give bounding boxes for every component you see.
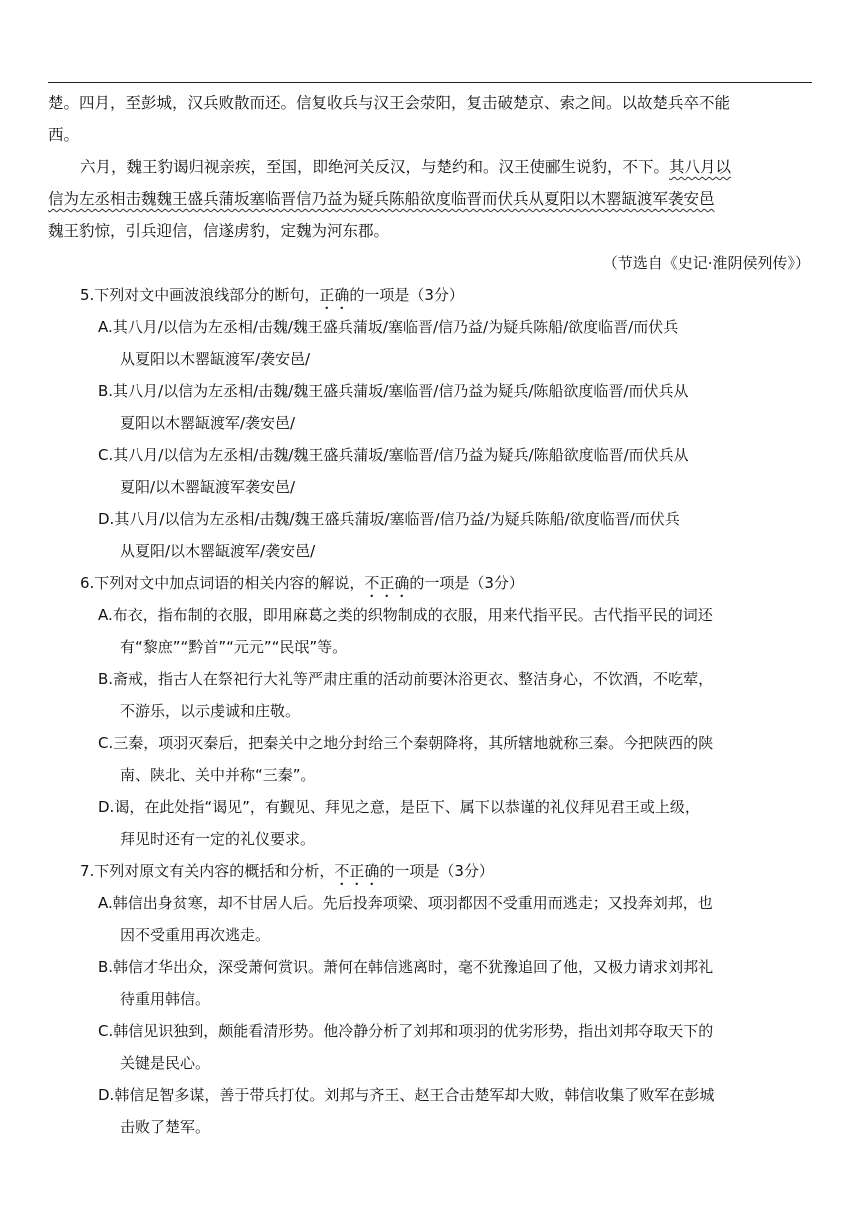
passage-line-4 (48, 189, 715, 209)
q5-option-a-line-1: A.其八月/以信为左丞相/击魏/魏王盛兵蒲坂/塞临晋/信乃益/为疑兵陈船/欲度临晋/而伏兵 (98, 318, 679, 336)
question-7-stem (80, 861, 494, 889)
stem-text: 的一项是（3分） (379, 862, 494, 880)
source-citation: （节选自《史记·淮阴侯列传》） (602, 254, 810, 272)
passage-line-5: 魏王豹惊，引兵迎信，信遂虏豹，定魏为河东郡。 (48, 222, 390, 240)
q5-option-a-line-2: 从夏阳以木罂缻渡军/袭安邑/ (120, 350, 311, 368)
passage-line-2: 西。 (48, 126, 80, 144)
q5-option-d-line-2: 从夏阳/以木罂缻渡军/袭安邑/ (120, 542, 316, 560)
passage-line-3-text: 六月，魏王豹谒归视亲疾，至国，即绝河关反汉，与楚约和。汉王使郦生说豹，不下。 (80, 158, 670, 176)
stem-text: 7.下列对原文有关内容的概括和分析， (80, 862, 335, 880)
q5-option-c-line-1: C.其八月/以信为左丞相/击魏/魏王盛兵蒲坂/塞临晋/信乃益为疑兵/陈船欲度临晋/而伏兵从 (98, 446, 689, 464)
q7-option-a-line-2: 因不受重用再次逃走。 (120, 926, 271, 944)
stem-text: 6.下列对文中加点词语的相关内容的解说， (80, 574, 365, 592)
q7-option-b-line-2: 待重用韩信。 (120, 990, 211, 1008)
question-6-stem (80, 573, 524, 601)
passage-line-3 (80, 157, 731, 177)
q7-option-c-line-2: 关键是民心。 (120, 1054, 211, 1072)
q6-option-d-line-2: 拜见时还有一定的礼仪要求。 (120, 830, 316, 848)
emphasized-word: 不正确 (334, 862, 380, 880)
question-5-stem (80, 285, 464, 313)
q6-option-b-line-2: 不游乐，以示虔诚和庄敬。 (120, 702, 301, 720)
q6-option-d-line-1: D.谒，在此处指“谒见”，有觐见、拜见之意，是臣下、属下以恭谨的礼仪拜见君王或上级， (98, 798, 700, 816)
q7-option-d-line-2: 击败了楚军。 (120, 1118, 211, 1136)
q7-option-a-line-1: A.韩信出身贫寒，却不甘居人后。先后投奔项梁、项羽都因不受重用而逃走；又投奔刘邦，也 (98, 894, 713, 912)
wavy-underlined-text: 信为左丞相击魏魏王盛兵蒲坂塞临晋信乃益为疑兵陈船欲度临晋而伏兵从夏阳以木罂缻渡军袭安邑 (48, 190, 715, 208)
q6-option-a-line-1: A.布衣，指布制的衣服，即用麻葛之类的织物制成的衣服，用来代指平民。古代指平民的词还 (98, 606, 713, 624)
emphasized-word: 正确 (319, 286, 350, 304)
q6-option-a-line-2: 有“黎庶”“黔首”“元元”“民氓”等。 (120, 638, 348, 656)
stem-text: 的一项是（3分） (349, 286, 464, 304)
q5-option-b-line-1: B.其八月/以信为左丞相/击魏/魏王盛兵蒲坂/塞临晋/信乃益为疑兵/陈船欲度临晋/而伏兵从 (98, 382, 689, 400)
header-rule (48, 82, 812, 83)
q7-option-b-line-1: B.韩信才华出众，深受萧何赏识。萧何在韩信逃离时，毫不犹豫追回了他，又极力请求刘邦礼 (98, 958, 714, 976)
q7-option-c-line-1: C.韩信见识独到，颇能看清形势。他冷静分析了刘邦和项羽的优劣形势，指出刘邦夺取天下的 (98, 1022, 714, 1040)
q6-option-c-line-2: 南、陕北、关中并称“三秦”。 (120, 766, 316, 784)
q5-option-c-line-2: 夏阳/以木罂缻渡军袭安邑/ (120, 478, 296, 496)
emphasized-word: 不正确 (364, 574, 410, 592)
q5-option-b-line-2: 夏阳以木罂缻渡军/袭安邑/ (120, 414, 296, 432)
stem-text: 的一项是（3分） (409, 574, 524, 592)
q5-option-d-line-1: D.其八月/以信为左丞相/击魏/魏王盛兵蒲坂/塞临晋/信乃益/为疑兵陈船/欲度临晋/而伏兵 (98, 510, 680, 528)
q6-option-b-line-1: B.斋戒，指古人在祭祀行大礼等严肃庄重的活动前要沐浴更衣、整洁身心，不饮酒，不吃荤， (98, 670, 714, 688)
q7-option-d-line-1: D.韩信足智多谋，善于带兵打仗。刘邦与齐王、赵王合击楚军却大败，韩信收集了败军在彭城 (98, 1086, 715, 1104)
stem-text: 5.下列对文中画波浪线部分的断句， (80, 286, 320, 304)
passage-line-1: 楚。四月，至彭城，汉兵败散而还。信复收兵与汉王会荥阳，复击破楚京、索之间。以故楚兵卒不能 (48, 94, 731, 112)
q6-option-c-line-1: C.三秦，项羽灭秦后，把秦关中之地分封给三个秦朝降将，其所辖地就称三秦。今把陕西的陕 (98, 734, 714, 752)
wavy-underlined-text: 其八月以 (669, 158, 732, 176)
